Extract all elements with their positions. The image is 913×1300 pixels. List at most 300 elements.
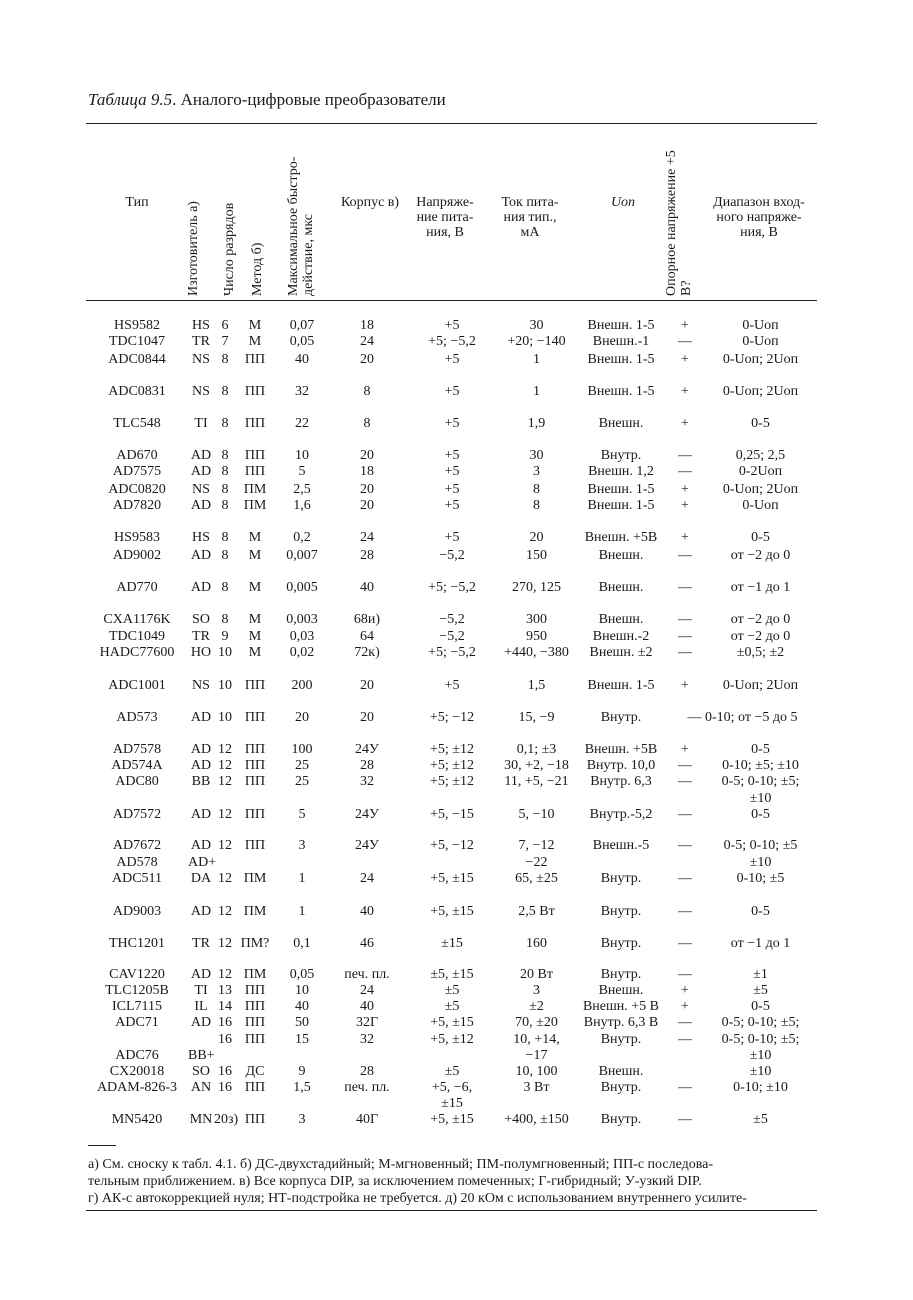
cell-manufacturer: TR xyxy=(192,629,210,644)
cell-uop: Внутр. 6,3 В xyxy=(583,1015,659,1030)
cell-voltage: +5; −5,2 xyxy=(428,580,476,595)
cell-current: 1,9 xyxy=(527,416,546,431)
table-header-rule xyxy=(86,300,817,301)
cell-package: 40 xyxy=(360,999,374,1014)
cell-speed: 50 xyxy=(295,1015,309,1030)
cell-range: 0-5 xyxy=(751,904,770,919)
cell-voltage: −5,2 xyxy=(439,548,465,563)
cell-manufacturer: AD xyxy=(190,758,212,773)
table-top-rule xyxy=(86,123,817,124)
header-ref5: Опорное напряжение +5 В? xyxy=(664,150,694,296)
cell-uop: Внутр. xyxy=(600,1080,642,1095)
cell-ref5: + xyxy=(681,318,689,333)
cell-package: 28 xyxy=(360,758,374,773)
cell-bits: 20з) xyxy=(214,1112,239,1127)
cell-manufacturer: AD xyxy=(190,967,212,982)
cell-type: AD670 xyxy=(116,448,158,463)
cell-ref5: — xyxy=(678,838,692,853)
cell-voltage: +5 xyxy=(444,530,460,545)
cell-manufacturer: TI xyxy=(194,416,208,431)
cell-speed: 2,5 xyxy=(293,482,311,497)
cell-speed: 3 xyxy=(298,1112,306,1127)
cell-range: 0-10; ±10 xyxy=(733,1080,788,1095)
cell-package: 24У xyxy=(355,807,379,822)
cell-range: 0-Uоп; 2Uоп xyxy=(722,384,799,399)
cell-voltage: ±15 xyxy=(441,936,463,951)
table-row xyxy=(86,416,817,432)
cell-method: ПП xyxy=(244,838,266,853)
cell-ref5: + xyxy=(681,498,689,513)
cell-manufacturer: AD xyxy=(190,498,212,513)
cell-speed: 0,03 xyxy=(289,629,315,644)
cell-current: 0,1; ±3 xyxy=(516,742,557,757)
header-package: Корпус в) xyxy=(340,195,400,210)
cell-current: +400, ±150 xyxy=(504,1112,569,1127)
cell-uop: Внешн. 1-5 xyxy=(587,678,655,693)
footnote-line: г) АК-с автокоррекцией нуля; НТ-подстройка не требуется. д) 20 кОм с использованием внутреннего усилите- xyxy=(88,1191,747,1206)
cell-uop: Внутр. xyxy=(600,448,642,463)
cell-voltage: +5 xyxy=(444,384,460,399)
header-bits: Число разрядов xyxy=(222,202,237,296)
cell-current: 30 xyxy=(529,448,544,463)
cell-method: ПМ xyxy=(243,967,267,982)
table-bottom-rule xyxy=(86,1210,817,1211)
cell-speed: 0,02 xyxy=(289,645,315,660)
cell-ref5: — xyxy=(678,645,692,660)
cell-ref5: + xyxy=(681,999,689,1014)
cell-package: 20 xyxy=(360,482,374,497)
table-row xyxy=(86,1032,817,1048)
cell-range: 0-Uоп xyxy=(742,334,779,349)
cell-manufacturer: AD xyxy=(190,807,212,822)
cell-speed: 0,05 xyxy=(289,334,315,349)
cell-manufacturer: AN xyxy=(190,1080,212,1095)
cell-type: MN5420 xyxy=(111,1112,163,1127)
table-row xyxy=(86,774,817,790)
cell-package: 40 xyxy=(360,904,374,919)
cell-bits: 10 xyxy=(218,645,232,660)
cell-voltage: +5 xyxy=(444,498,460,513)
cell-speed: 10 xyxy=(295,448,309,463)
cell-voltage: +5 xyxy=(444,482,460,497)
table-number: Таблица 9.5 xyxy=(88,90,173,109)
table-row xyxy=(86,807,817,823)
cell-bits: 12 xyxy=(218,742,232,757)
cell-method: ПП xyxy=(244,999,266,1014)
cell-ref5: — xyxy=(678,904,692,919)
cell-ref5: — xyxy=(678,871,692,886)
cell-bits: 12 xyxy=(218,967,232,982)
cell-ref5: — xyxy=(678,464,692,479)
cell-speed: 32 xyxy=(295,384,309,399)
cell-ref5: + xyxy=(681,678,689,693)
cell-current: 70, ±20 xyxy=(515,1015,558,1030)
footnote-line: а) См. сноску к табл. 4.1. б) ДС-двухстадийный; М-мгновенный; ПМ-полумгновенный; ПП-с последова- xyxy=(88,1157,714,1172)
cell-package: 8 xyxy=(363,416,371,431)
cell-uop: Внутр. xyxy=(600,710,642,725)
cell-bits: 10 xyxy=(218,678,232,693)
cell-voltage: −5,2 xyxy=(439,612,465,627)
cell-type: HS9582 xyxy=(114,318,160,333)
cell-type: AD9003 xyxy=(112,904,162,919)
table-row xyxy=(86,838,817,854)
cell-ref5: + xyxy=(681,482,689,497)
cell-current: 3 xyxy=(533,464,540,479)
cell-bits: 12 xyxy=(218,774,232,789)
cell-type: AD9002 xyxy=(112,548,162,563)
cell-uop: Внешн. 1-5 xyxy=(587,482,655,497)
cell-range: ±10 xyxy=(749,791,772,806)
table-row xyxy=(86,983,817,999)
cell-type: ADC80 xyxy=(115,774,159,789)
cell-method: ПП xyxy=(244,742,266,757)
cell-current: 1,5 xyxy=(527,678,546,693)
table-row xyxy=(86,967,817,983)
cell-ref5: — xyxy=(678,612,692,627)
cell-package: 24 xyxy=(360,530,374,545)
cell-voltage: ±5 xyxy=(444,999,460,1014)
cell-bits: 8 xyxy=(221,612,229,627)
cell-manufacturer: BB+ xyxy=(188,1048,215,1063)
cell-uop: Внешн.-2 xyxy=(592,629,650,644)
cell-method: М xyxy=(248,334,262,349)
cell-speed: 100 xyxy=(291,742,313,757)
header-manufacturer: Изготовитель а) xyxy=(186,201,201,296)
cell-bits: 8 xyxy=(221,580,229,595)
cell-package: печ. пл. xyxy=(344,1080,390,1095)
cell-type: ADC0820 xyxy=(108,482,166,497)
cell-uop: Внутр. xyxy=(600,1032,642,1047)
table-row xyxy=(86,645,817,661)
cell-current: +440, −380 xyxy=(504,645,569,660)
cell-current: 160 xyxy=(526,936,547,951)
cell-type: THC1201 xyxy=(109,936,165,951)
cell-current: 950 xyxy=(526,629,547,644)
cell-ref5: + xyxy=(681,530,689,545)
cell-ref5: — xyxy=(678,548,692,563)
cell-uop: Внешн. xyxy=(598,416,644,431)
cell-type: TDC1047 xyxy=(109,334,165,349)
cell-method: ПП xyxy=(244,1112,266,1127)
cell-current: 10, 100 xyxy=(515,1064,558,1079)
cell-ref5: — xyxy=(678,334,692,349)
cell-manufacturer: TI xyxy=(194,983,208,998)
cell-current: 11, +5, −21 xyxy=(504,774,569,789)
table-row xyxy=(86,498,817,514)
table-row xyxy=(86,580,817,596)
cell-type: ADC76 xyxy=(115,1048,159,1063)
cell-bits: 16 xyxy=(218,1015,232,1030)
header-voltage: Напряже-ние пита-ния, В xyxy=(416,195,474,240)
cell-speed: 9 xyxy=(298,1064,306,1079)
cell-range: от −2 до 0 xyxy=(730,612,791,627)
cell-bits: 8 xyxy=(221,384,229,399)
cell-package: 40Г xyxy=(355,1112,379,1127)
cell-speed: 40 xyxy=(295,999,309,1014)
cell-speed: 40 xyxy=(295,352,309,367)
cell-current: 20 Вт xyxy=(520,967,553,982)
cell-method: ПП xyxy=(244,758,266,773)
cell-method: ПП xyxy=(244,983,266,998)
cell-package: 64 xyxy=(360,629,374,644)
cell-voltage: +5, −12 xyxy=(430,838,474,853)
header-speed: Максимальное быстро-действие, мкс xyxy=(286,156,316,296)
cell-manufacturer: AD xyxy=(190,548,212,563)
cell-ref5: — xyxy=(678,580,692,595)
cell-voltage: +5, ±15 xyxy=(430,1112,474,1127)
cell-speed: 3 xyxy=(298,838,306,853)
cell-manufacturer: BB xyxy=(191,774,211,789)
cell-package: печ. пл. xyxy=(344,967,390,982)
cell-type: AD7578 xyxy=(112,742,162,757)
cell-uop: Внешн. 1-5 xyxy=(587,352,655,367)
cell-manufacturer: AD+ xyxy=(188,855,217,870)
cell-manufacturer: AD xyxy=(190,710,212,725)
cell-method: М xyxy=(248,629,262,644)
cell-method: ПП xyxy=(244,1032,266,1047)
cell-speed: 15 xyxy=(295,1032,309,1047)
table-title: Аналого-цифровые преобразователи xyxy=(180,90,446,109)
table-row xyxy=(86,548,817,564)
cell-uop: Внешн. +5В xyxy=(584,530,658,545)
cell-bits: 10 xyxy=(218,710,232,725)
cell-manufacturer: HO xyxy=(190,645,212,660)
table-row xyxy=(86,904,817,920)
cell-current: 1 xyxy=(533,352,540,367)
cell-type: AD7820 xyxy=(112,498,162,513)
cell-current: 1 xyxy=(533,384,540,399)
cell-range: ±1 xyxy=(753,967,768,982)
cell-ref5: + xyxy=(681,983,689,998)
cell-range: 0-Uоп; 2Uоп xyxy=(722,482,799,497)
cell-current: 8 xyxy=(533,482,540,497)
cell-manufacturer: IL xyxy=(194,999,208,1014)
cell-current: 270, 125 xyxy=(512,580,561,595)
cell-voltage: +5, −6, xyxy=(431,1080,473,1095)
cell-range: 0-5; 0-10; ±5; xyxy=(721,774,800,789)
cell-speed: 25 xyxy=(295,774,309,789)
cell-manufacturer: NS xyxy=(192,482,210,497)
cell-type: TLC548 xyxy=(113,416,161,431)
cell-package: 20 xyxy=(360,352,374,367)
cell-ref5: — xyxy=(678,1032,692,1047)
cell-bits: 8 xyxy=(221,548,229,563)
cell-bits: 6 xyxy=(221,318,229,333)
cell-voltage: +5; −12 xyxy=(429,710,475,725)
cell-manufacturer: AD xyxy=(190,742,212,757)
cell-current: 3 Вт xyxy=(523,1080,550,1095)
header-current: Ток пита-ния тип., мА xyxy=(501,195,559,240)
cell-range: ±0,5; ±2 xyxy=(736,645,785,660)
cell-type: ADC0831 xyxy=(108,384,166,399)
cell-method: ПП xyxy=(244,710,266,725)
cell-speed: 0,05 xyxy=(289,967,315,982)
footnotes xyxy=(88,1156,814,1207)
cell-range: — 0-10; от −5 до 5 xyxy=(687,710,798,725)
cell-speed: 0,005 xyxy=(286,580,318,595)
cell-speed: 0,07 xyxy=(289,318,315,333)
cell-voltage: +5; ±12 xyxy=(430,758,474,773)
cell-ref5: — xyxy=(678,1015,692,1030)
cell-range: 0-5; 0-10; ±5; xyxy=(721,1032,800,1047)
cell-method: М xyxy=(248,318,262,333)
cell-speed: 0,2 xyxy=(293,530,311,545)
cell-current: 300 xyxy=(526,612,547,627)
cell-bits: 12 xyxy=(218,807,232,822)
header-method: Метод б) xyxy=(250,242,265,296)
table-row xyxy=(86,352,817,368)
cell-type: TLC1205B xyxy=(105,983,169,998)
cell-voltage: ±5 xyxy=(444,983,460,998)
cell-bits: 8 xyxy=(221,448,229,463)
cell-range: от −1 до 1 xyxy=(730,936,791,951)
cell-type: AD573 xyxy=(116,710,158,725)
cell-uop: Внутр. xyxy=(600,1112,642,1127)
cell-range: 0-5 xyxy=(751,742,770,757)
header-type: Тип xyxy=(125,195,149,210)
cell-bits: 8 xyxy=(221,498,229,513)
cell-manufacturer: DA xyxy=(190,871,212,886)
table-row xyxy=(86,999,817,1015)
cell-package: 20 xyxy=(360,448,374,463)
cell-method: ПП xyxy=(244,448,266,463)
table-row xyxy=(86,871,817,887)
cell-voltage: +5, ±15 xyxy=(430,1015,474,1030)
cell-manufacturer: NS xyxy=(192,384,210,399)
cell-current: 150 xyxy=(526,548,547,563)
cell-range: 0-2Uоп xyxy=(738,464,783,479)
cell-speed: 1,5 xyxy=(293,1080,311,1095)
cell-bits: 8 xyxy=(221,530,229,545)
cell-type: CX20018 xyxy=(109,1064,165,1079)
table-row xyxy=(86,678,817,694)
cell-manufacturer: NS xyxy=(192,352,210,367)
cell-speed: 22 xyxy=(295,416,309,431)
cell-ref5: + xyxy=(681,416,689,431)
cell-range: ±10 xyxy=(749,1048,772,1063)
table-row xyxy=(86,448,817,464)
cell-voltage: +5 xyxy=(444,464,460,479)
cell-package: 18 xyxy=(360,318,374,333)
cell-ref5: — xyxy=(678,758,692,773)
cell-range: 0-10; ±5; ±10 xyxy=(722,758,799,773)
cell-package: 28 xyxy=(360,1064,374,1079)
cell-package: 20 xyxy=(360,710,374,725)
cell-manufacturer: AD xyxy=(190,1015,212,1030)
table-row xyxy=(86,1096,817,1112)
table-row xyxy=(86,384,817,400)
cell-method: М xyxy=(248,548,262,563)
cell-voltage: +5; ±12 xyxy=(430,774,474,789)
table-row xyxy=(86,758,817,774)
table-row xyxy=(86,1064,817,1080)
cell-manufacturer: MN xyxy=(189,1112,213,1127)
cell-type: ADAM-826-3 xyxy=(96,1080,178,1095)
cell-type: AD7575 xyxy=(112,464,162,479)
cell-range: ±5 xyxy=(753,1112,768,1127)
cell-package: 32Г xyxy=(355,1015,379,1030)
header-uop: Uоп xyxy=(610,195,636,210)
cell-voltage: +5, −15 xyxy=(430,807,474,822)
table-row xyxy=(86,612,817,628)
table-row xyxy=(86,1048,817,1064)
cell-uop: Внешн. 1,2 xyxy=(588,464,654,479)
cell-voltage: ±5, ±15 xyxy=(430,967,474,982)
cell-package: 68и) xyxy=(353,612,381,627)
cell-bits: 7 xyxy=(221,334,229,349)
cell-voltage: +5; −5,2 xyxy=(428,334,476,349)
cell-bits: 16 xyxy=(218,1064,232,1079)
cell-uop: Внутр.-5,2 xyxy=(589,807,653,822)
cell-method: ПП xyxy=(244,384,266,399)
cell-voltage: +5, ±15 xyxy=(430,871,474,886)
cell-range: от −1 до 1 xyxy=(730,580,791,595)
cell-bits: 8 xyxy=(221,482,229,497)
cell-method: ПМ xyxy=(243,871,267,886)
cell-range: 0-5; 0-10; ±5 xyxy=(723,838,798,853)
cell-uop: Внешн. 1-5 xyxy=(587,318,655,333)
cell-type: HS9583 xyxy=(114,530,160,545)
cell-bits: 12 xyxy=(218,758,232,773)
cell-uop: Внешн. xyxy=(598,1064,644,1079)
cell-method: ПМ xyxy=(243,498,267,513)
cell-range: 0-10; ±5 xyxy=(736,871,785,886)
cell-range: ±10 xyxy=(749,1064,772,1079)
cell-current: 8 xyxy=(533,498,540,513)
table-row xyxy=(86,1080,817,1096)
cell-manufacturer: AD xyxy=(190,904,212,919)
cell-voltage: +5, ±12 xyxy=(430,1032,474,1047)
cell-speed: 5 xyxy=(298,464,306,479)
cell-current: 15, −9 xyxy=(518,710,555,725)
cell-current: 30, +2, −18 xyxy=(504,758,569,773)
cell-range: 0-Uоп; 2Uоп xyxy=(722,352,799,367)
cell-method: ПП xyxy=(244,774,266,789)
cell-ref5: + xyxy=(681,384,689,399)
cell-package: 20 xyxy=(360,678,374,693)
cell-bits: 9 xyxy=(221,629,229,644)
table-row xyxy=(86,855,817,871)
cell-uop: Внешн. 1-5 xyxy=(587,498,655,513)
cell-bits: 13 xyxy=(218,983,232,998)
cell-manufacturer: NS xyxy=(192,678,210,693)
cell-type: AD574A xyxy=(111,758,163,773)
cell-speed: 0,003 xyxy=(286,612,318,627)
cell-range: 0-5 xyxy=(751,807,770,822)
cell-manufacturer: HS xyxy=(192,318,210,333)
cell-package: 32 xyxy=(360,774,374,789)
cell-method: ПМ xyxy=(243,904,267,919)
cell-ref5: — xyxy=(678,1080,692,1095)
cell-current: 10, +14, xyxy=(513,1032,560,1047)
cell-package: 46 xyxy=(360,936,374,951)
cell-range: ±10 xyxy=(749,855,772,870)
cell-speed: 1 xyxy=(298,871,306,886)
cell-range: от −2 до 0 xyxy=(730,629,791,644)
cell-range: 0,25; 2,5 xyxy=(735,448,786,463)
cell-bits: 8 xyxy=(221,416,229,431)
cell-range: 0-5; 0-10; ±5; xyxy=(721,1015,800,1030)
cell-ref5: — xyxy=(678,1112,692,1127)
cell-package: 24У xyxy=(355,742,379,757)
cell-type: HADC77600 xyxy=(99,645,175,660)
cell-range: от −2 до 0 xyxy=(730,548,791,563)
cell-range: 0-5 xyxy=(751,416,770,431)
table-row xyxy=(86,710,817,726)
table-caption: Таблица 9.5. Аналого-цифровые преобразователи xyxy=(88,90,446,109)
cell-bits: 8 xyxy=(221,464,229,479)
cell-type: ADC1001 xyxy=(108,678,166,693)
